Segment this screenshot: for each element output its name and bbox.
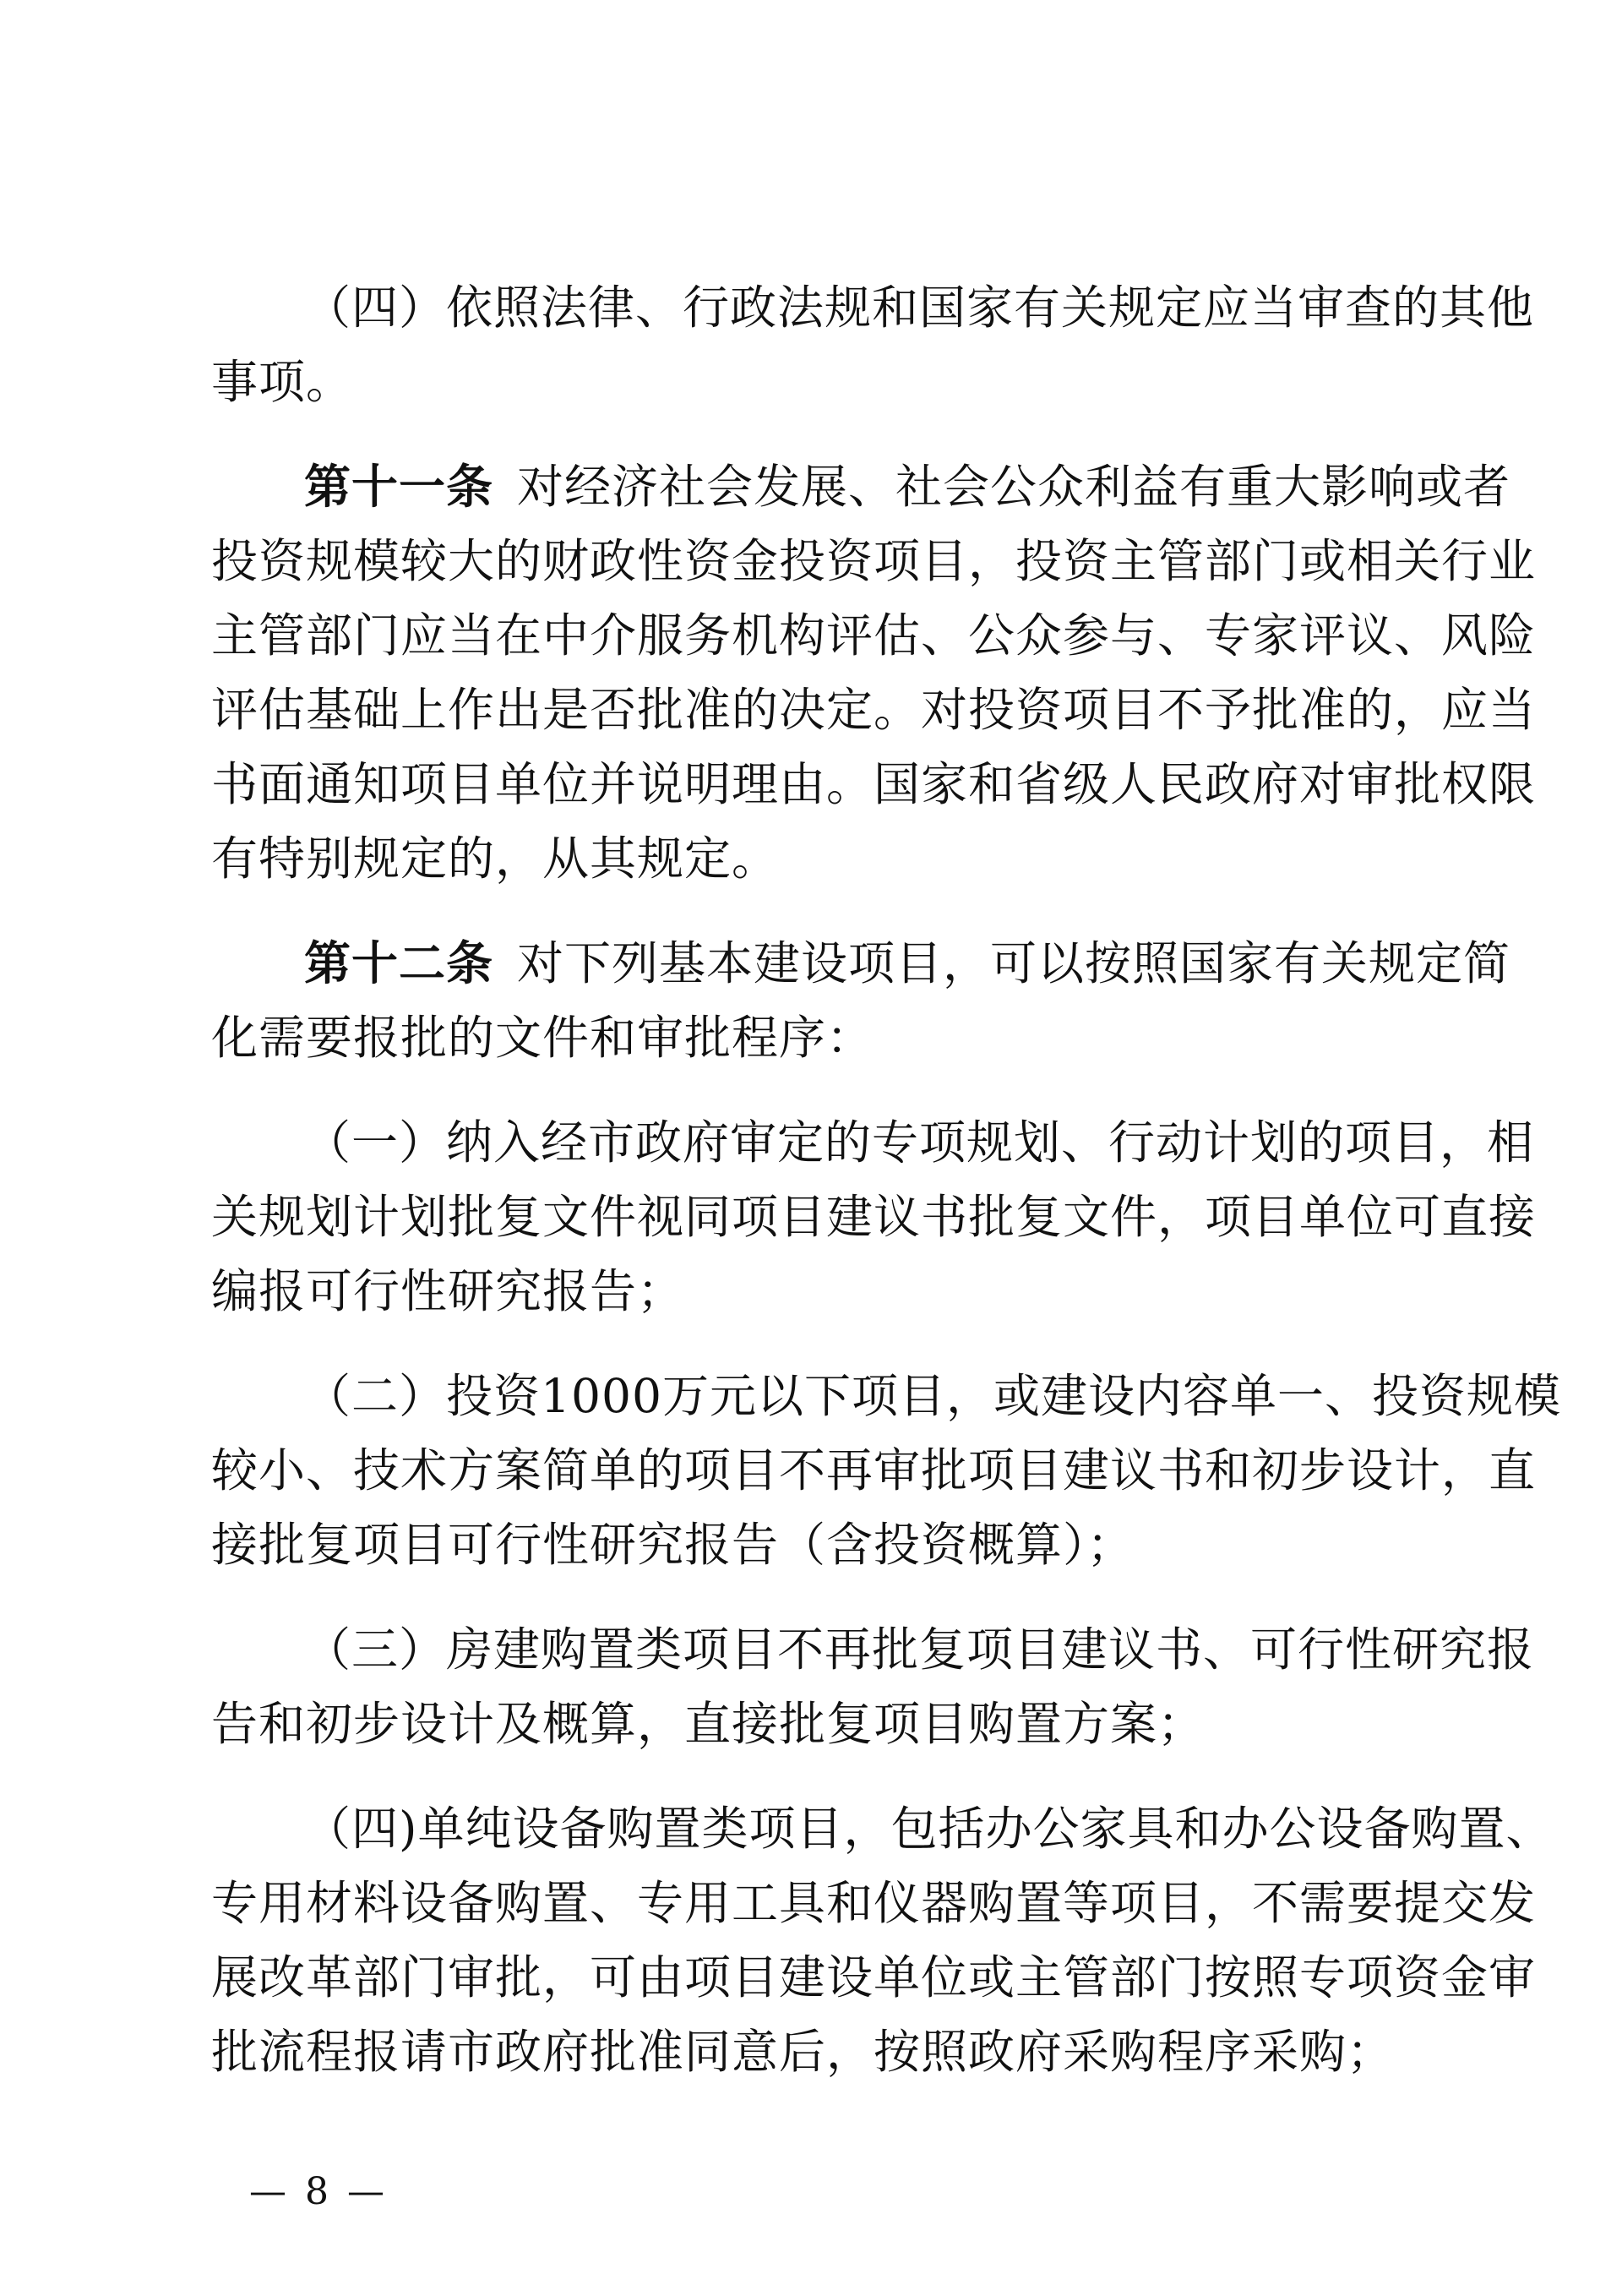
- text-line: 投资规模较大的财政性资金投资项目，投资主管部门或相关行业: [211, 534, 1537, 588]
- body-text: [211, 270, 1561, 2089]
- text-line: 编报可行性研究报告；: [211, 1264, 685, 1318]
- article-heading: 第十二条: [304, 936, 494, 990]
- paragraph-item-4-other-matters: [211, 270, 1535, 419]
- text-line: 批流程报请市政府批准同意后，按照政府采购程序采购；: [211, 2025, 1395, 2079]
- text-line: 关规划计划批复文件视同项目建议书批复文件，项目单位可直接: [211, 1190, 1537, 1244]
- text-line: 专用材料设备购置、专用工具和仪器购置等项目，不需要提交发: [211, 1876, 1537, 1930]
- paragraph-item-1: [211, 1105, 1537, 1328]
- text-line: （四）依照法律、行政法规和国家有关规定应当审查的其他: [304, 281, 1535, 335]
- text-line: 事项。: [211, 355, 354, 409]
- text-line: 化需要报批的文件和审批程序：: [211, 1011, 874, 1065]
- text-line: 主管部门应当在中介服务机构评估、公众参与、专家评议、风险: [211, 608, 1537, 663]
- text-line: （二）投资1000万元以下项目，或建设内容单一、投资规模: [304, 1369, 1561, 1423]
- text-line: [211, 926, 1511, 1001]
- page-number: — 8 —: [249, 2170, 388, 2213]
- article-11: [211, 450, 1537, 896]
- text-line: （四)单纯设备购置类项目，包括办公家具和办公设备购置、: [304, 1802, 1554, 1856]
- text-line: 有特别规定的，从其规定。: [211, 832, 780, 886]
- article-heading: 第十一条: [304, 460, 494, 514]
- text-line: 评估基础上作出是否批准的决定。对投资项目不予批准的，应当: [211, 683, 1537, 737]
- paragraph-item-4-equipment: [211, 1792, 1554, 2089]
- article-12: [211, 926, 1511, 1075]
- text-line: 接批复项目可行性研究报告（含投资概算）；: [211, 1518, 1135, 1572]
- text-line: （一）纳入经市政府审定的专项规划、行动计划的项目，相: [304, 1115, 1535, 1170]
- article-text: 对下列基本建设项目，可以按照国家有关规定简: [517, 936, 1511, 990]
- paragraph-item-3: [211, 1612, 1535, 1761]
- text-line: 告和初步设计及概算，直接批复项目购置方案；: [211, 1697, 1206, 1751]
- text-line: （三）房建购置类项目不再批复项目建议书、可行性研究报: [304, 1622, 1535, 1677]
- article-text: 对经济社会发展、社会公众利益有重大影响或者: [517, 460, 1511, 514]
- text-line: 较小、技术方案简单的项目不再审批项目建议书和初步设计，直: [211, 1443, 1537, 1497]
- paragraph-item-2: [211, 1359, 1561, 1582]
- text-line: 展改革部门审批，可由项目建设单位或主管部门按照专项资金审: [211, 1950, 1537, 2004]
- text-line: [211, 450, 1511, 524]
- text-line: 书面通知项目单位并说明理由。国家和省级人民政府对审批权限: [211, 757, 1537, 811]
